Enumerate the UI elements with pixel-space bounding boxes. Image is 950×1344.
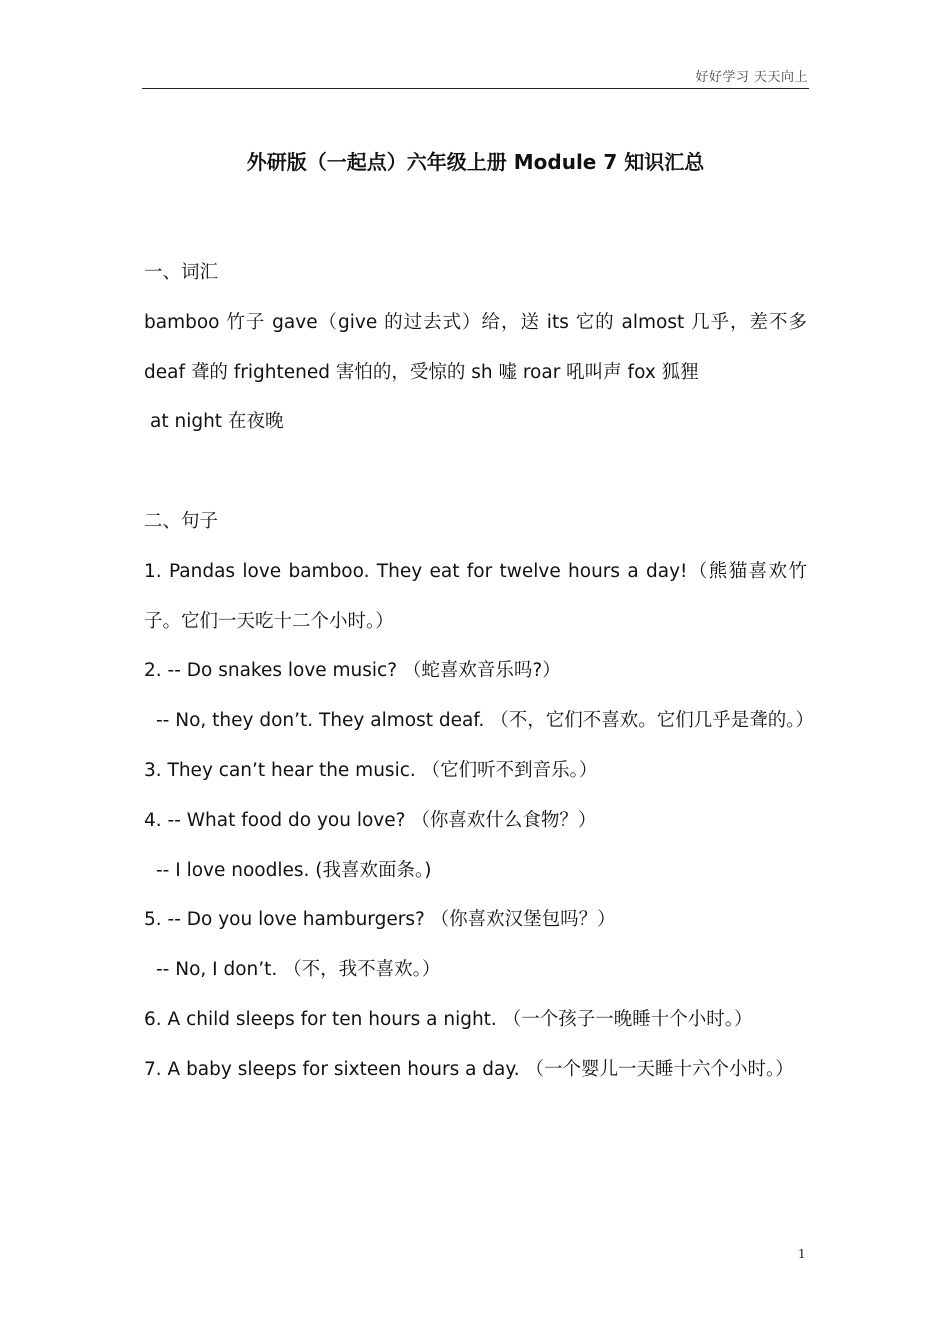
sentence-2-answer: -- No, they don’t. They almost deaf. （不，它们不喜欢。它们几乎是聋的。） xyxy=(156,710,814,732)
sentences-heading: 二、句子 xyxy=(144,510,219,532)
sentence-5-answer: -- No, I don’t. （不，我不喜欢。） xyxy=(156,959,441,981)
sentence-1: 1. Pandas love bamboo. They eat for twelve hours a day!（熊猫喜欢竹子。它们一天吃十二个小时。） xyxy=(144,560,807,632)
sentence-5-question: 5. -- Do you love hamburgers? （你喜欢汉堡包吗？） xyxy=(144,909,616,931)
vocab-last-line: at night 在夜晚 xyxy=(150,411,284,433)
sentence-7: 7. A baby sleeps for sixteen hours a day. （一个婴儿一天睡十六个小时。） xyxy=(144,1058,794,1080)
sentence-6: 6. A child sleeps for ten hours a night. （一个孩子一晚睡十个小时。） xyxy=(144,1008,753,1030)
vocab-text: bamboo 竹子 gave（give 的过去式）给，送 its 它的 almost 几乎，差不多 deaf 聋的 frightened 害怕的，受惊的 sh 嘘 roar 吼叫声 fox 狐狸 xyxy=(144,311,807,383)
vocab-heading: 一、词汇 xyxy=(144,262,219,283)
sentence-4-answer: -- I love noodles. (我喜欢面条。) xyxy=(156,859,432,881)
sentence-3: 3. They can’t hear the music. （它们听不到音乐。） xyxy=(144,759,598,781)
header-motto: 好好学习 天天向上 xyxy=(695,70,808,85)
section-gap xyxy=(144,447,807,497)
page-number: 1 xyxy=(798,1247,806,1261)
sentence-2-question: 2. -- Do snakes love music? （蛇喜欢音乐吗?） xyxy=(144,660,561,682)
header-rule xyxy=(142,88,809,89)
document-body xyxy=(144,248,814,1095)
document-title: 外研版（一起点）六年级上册 Module 7 知识汇总 xyxy=(246,150,705,174)
sentence-4-question: 4. -- What food do you love? （你喜欢什么食物？） xyxy=(144,809,597,831)
